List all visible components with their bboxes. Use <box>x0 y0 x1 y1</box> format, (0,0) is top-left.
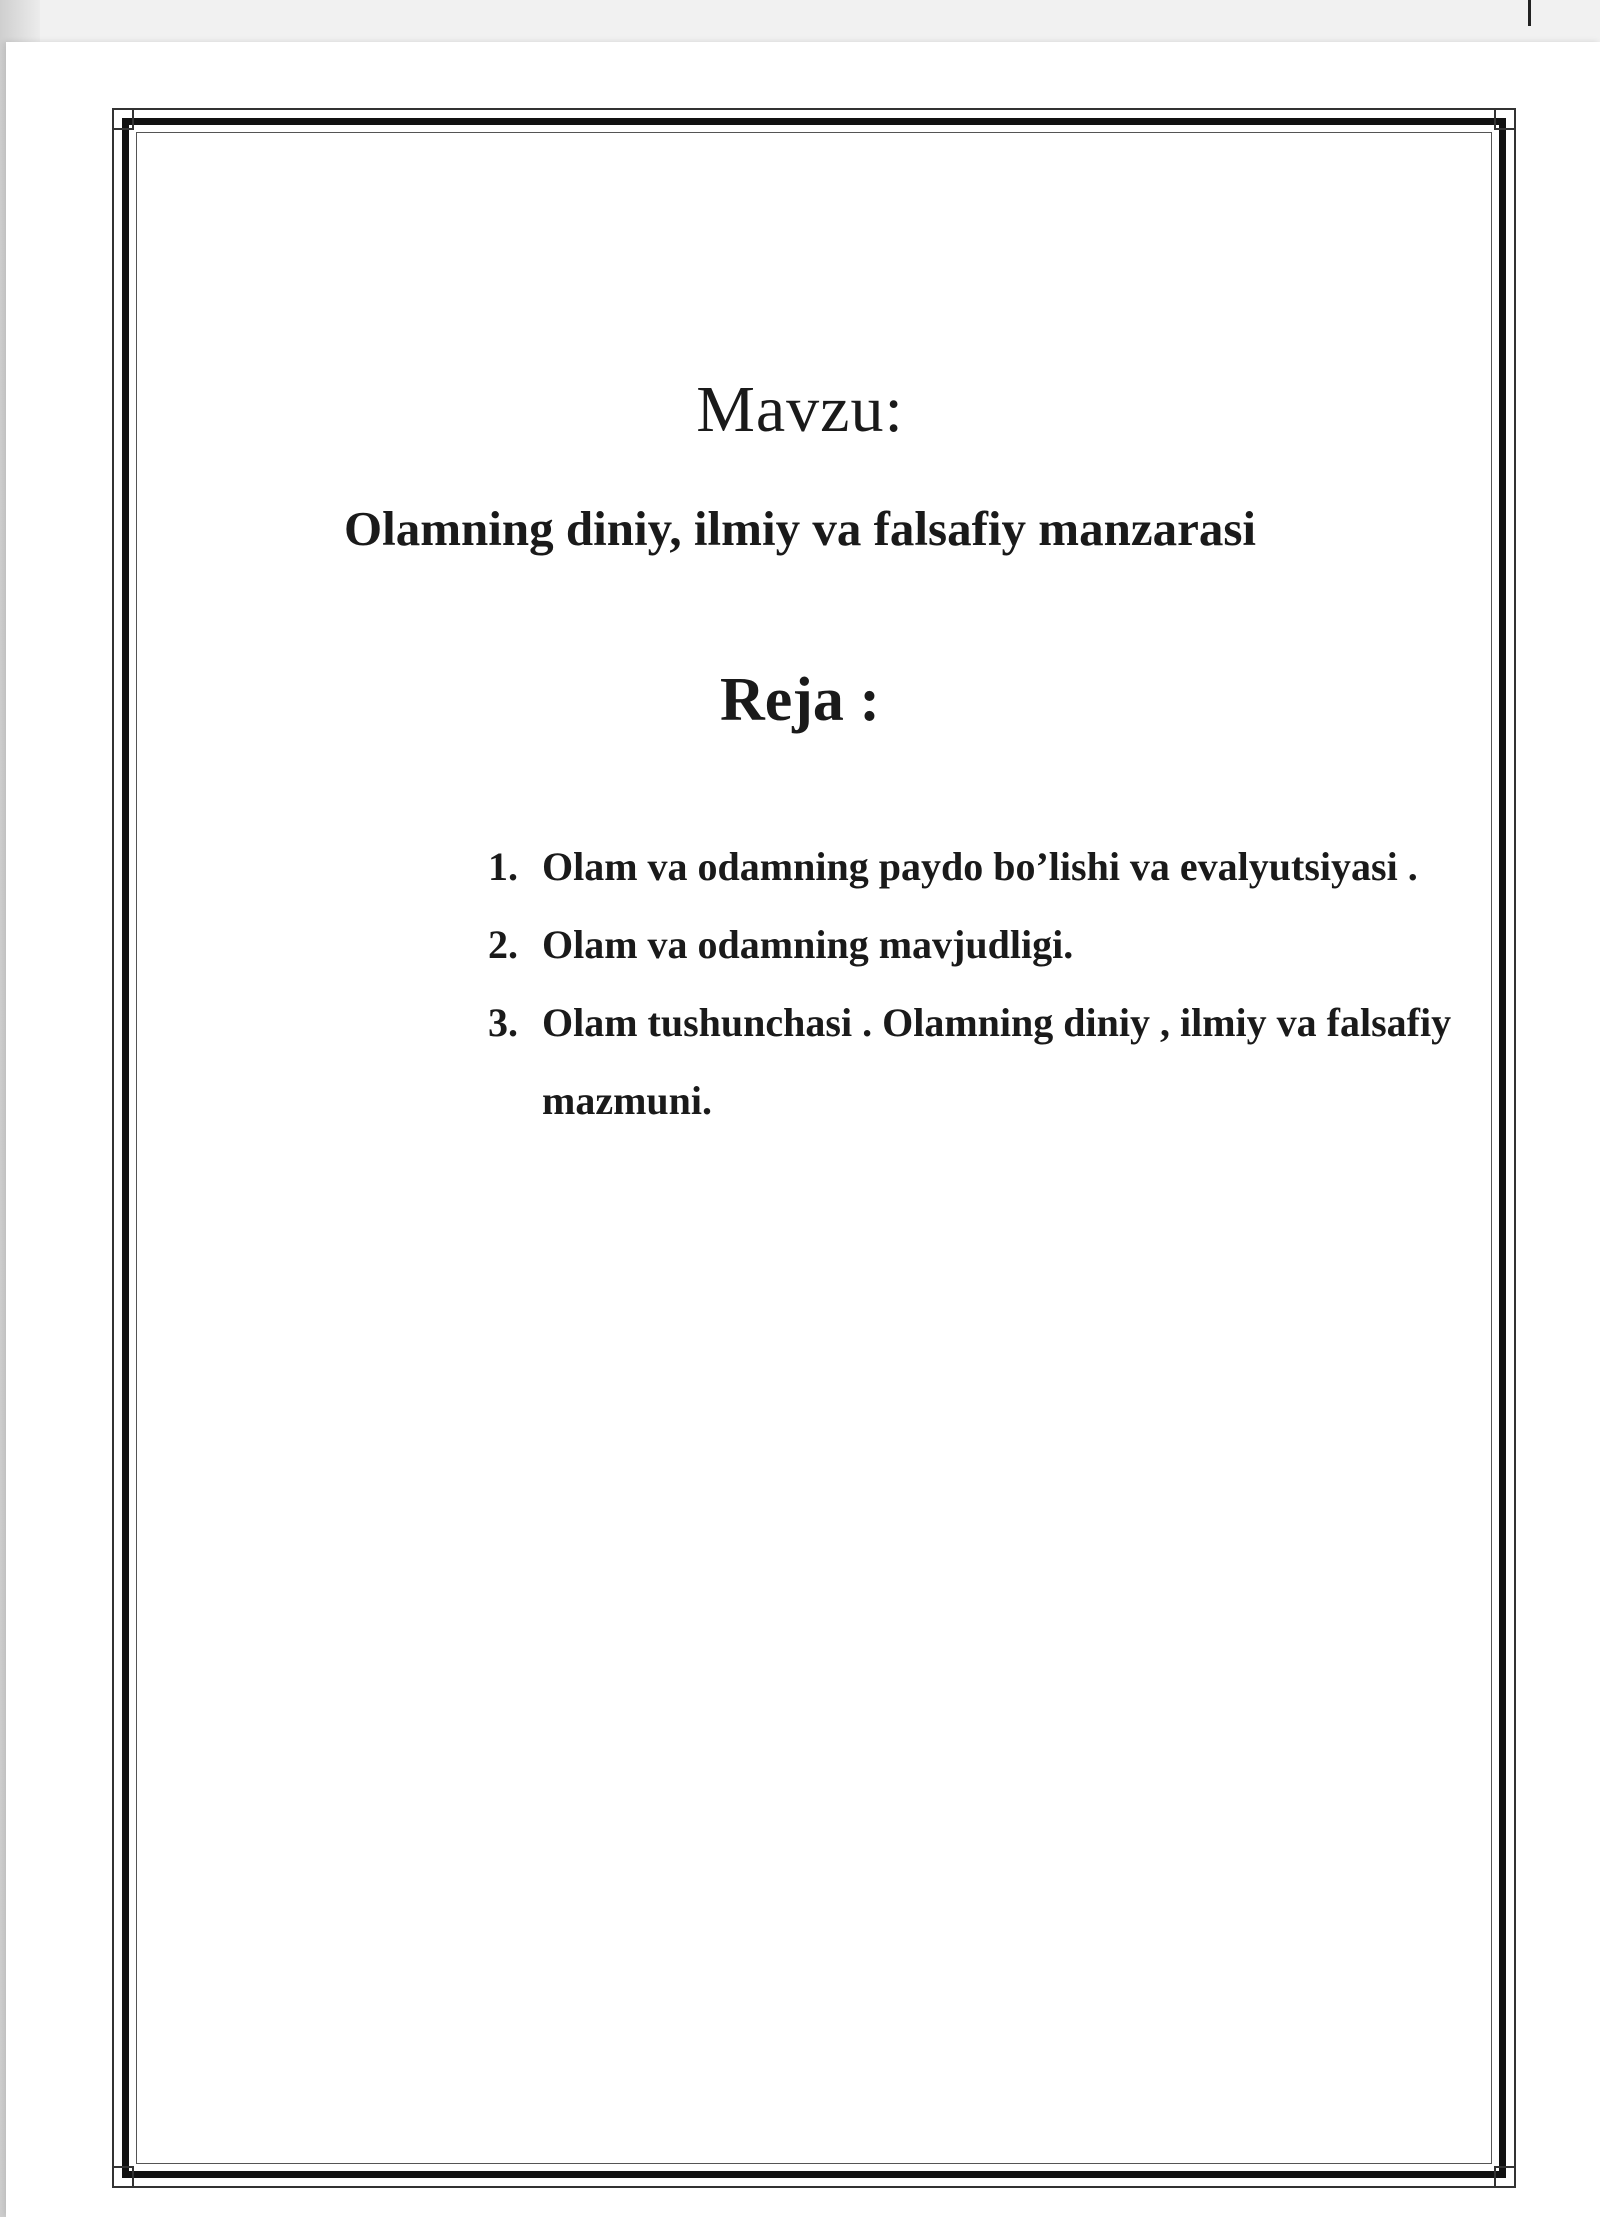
plan-list <box>488 828 1498 1140</box>
border-corner-ornament <box>112 2166 134 2188</box>
plan-item <box>488 984 1498 1140</box>
topic-subtitle: Olamning diniy, ilmiy va falsafiy manzarasi <box>343 501 1257 556</box>
plan-item-number: 2. <box>488 922 518 967</box>
plan-item <box>488 828 1498 906</box>
border-corner-ornament <box>1494 108 1516 130</box>
border-corner-ornament <box>1494 2166 1516 2188</box>
scan-mark <box>1528 0 1531 26</box>
border-corner-ornament <box>112 108 134 130</box>
plan-item-number: 3. <box>488 1000 518 1045</box>
scan-background <box>0 0 1600 44</box>
plan-item-text: Olam va odamning mavjudligi. <box>542 922 1074 967</box>
plan-heading: Reja : <box>719 666 881 734</box>
plan-item <box>488 906 1498 984</box>
plan-item-text: Olam va odamning paydo bo’lishi va evalyutsiyasi . <box>542 844 1418 889</box>
plan-item-number: 1. <box>488 844 518 889</box>
plan-item-text: Olam tushunchasi . Olamning diniy , ilmiy va falsafiy mazmuni. <box>542 1000 1452 1123</box>
page-title: Mavzu: <box>696 373 904 446</box>
